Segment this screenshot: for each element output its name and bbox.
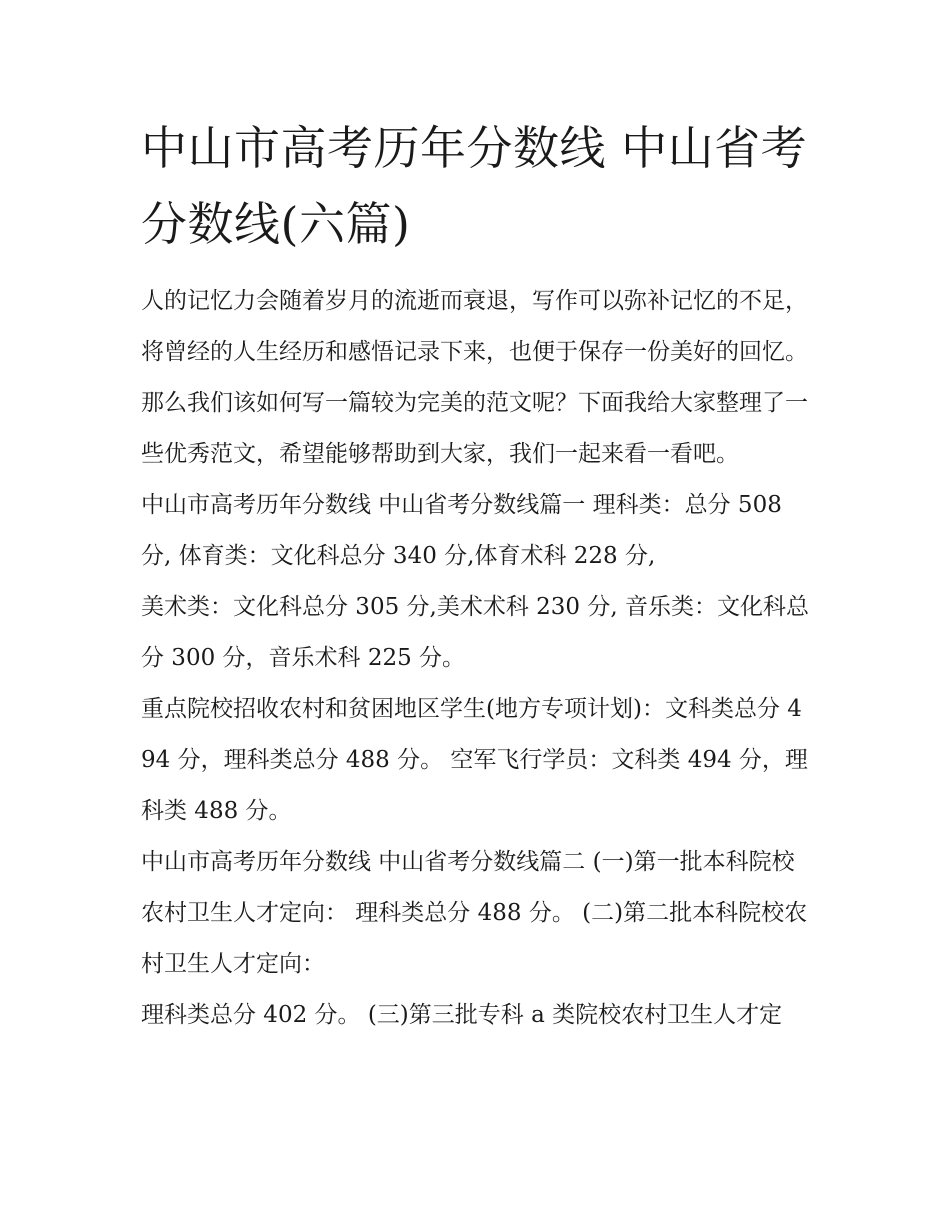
paragraph-art-music: 美术类：文化科总分 305 分,美术术科 230 分, 音乐类：文化科总分 300 分，音乐术科 225 分。 xyxy=(141,594,809,671)
paragraph-part-two: 中山市高考历年分数线 中山省考分数线篇二 (一)第一批本科院校农村卫生人才定向： 理科类总分 488 分。 (二)第二批本科院校农村卫生人才定向： xyxy=(141,849,808,977)
paragraph-intro: 人的记忆力会随着岁月的流逝而衰退，写作可以弥补记忆的不足，将曾经的人生经历和感悟记录下来，也便于保存一份美好的回忆。那么我们该如何写一篇较为完美的范文呢？下面我给大家整理了一些优秀范文，希望能够帮助到大家，我们一起来看一看吧。 xyxy=(141,288,808,467)
paragraph-part-one: 中山市高考历年分数线 中山省考分数线篇一 理科类：总分 508 分, 体育类：文化科总分 340 分,体育术科 228 分, xyxy=(141,492,782,569)
paragraph-special-plan: 重点院校招收农村和贫困地区学生(地方专项计划)：文科类总分 494 分，理科类总分 488 分。 空军飞行学员：文科类 494 分，理科类 488 分。 xyxy=(141,696,808,824)
paragraph-part-two-continued: 理科类总分 402 分。 (三)第三批专科 a 类院校农村卫生人才定 xyxy=(141,1002,783,1028)
document-page xyxy=(141,110,813,1041)
document-title: 中山市高考历年分数线 中山省考分数线(六篇) xyxy=(141,121,808,251)
